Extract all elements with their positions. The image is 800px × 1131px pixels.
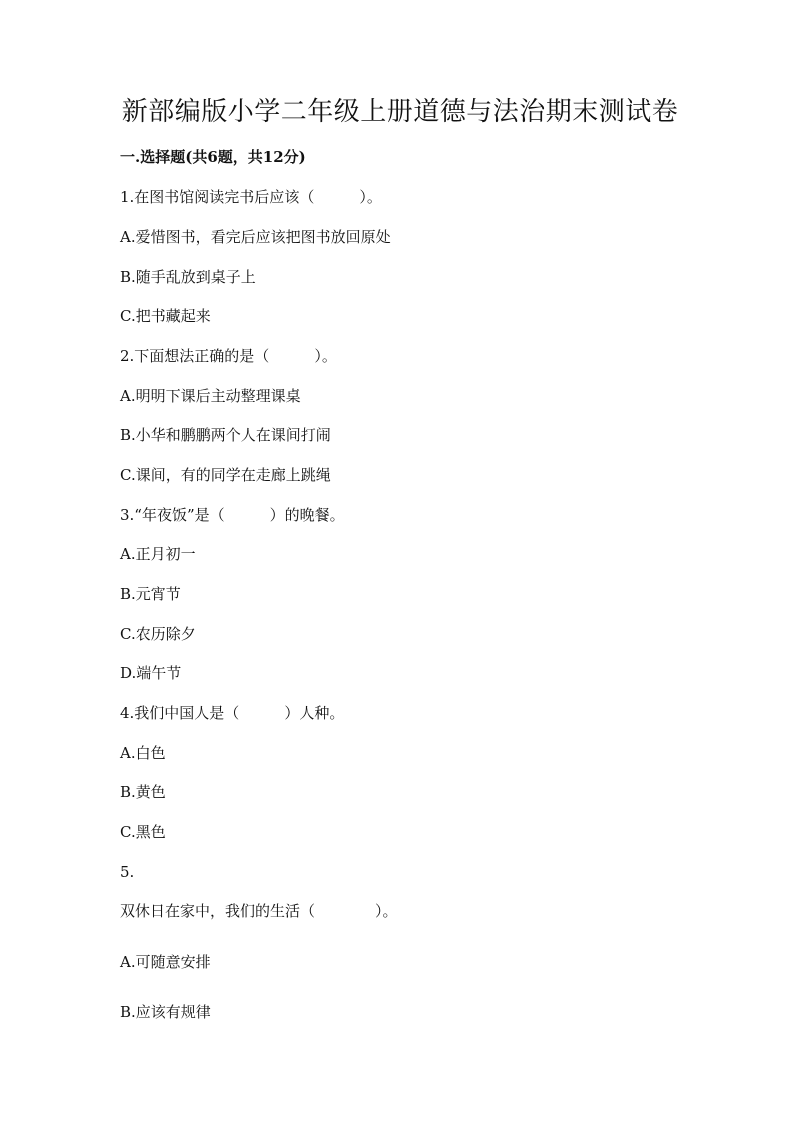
question-3-option-c[interactable]: C.农历除夕: [120, 625, 196, 643]
section-heading: 一.选择题(共6题，共12分): [120, 148, 306, 166]
question-4-option-c[interactable]: C.黑色: [120, 823, 166, 841]
question-1-stem: 1.在图书馆阅读完书后应该（ ）。: [120, 188, 382, 206]
question-2-option-b[interactable]: B.小华和鹏鹏两个人在课间打闹: [120, 426, 331, 444]
question-4-option-a[interactable]: A.白色: [120, 744, 166, 762]
question-5-number: 5.: [120, 863, 135, 881]
question-5-option-a[interactable]: A.可随意安排: [120, 953, 211, 971]
question-1-option-a[interactable]: A.爱惜图书，看完后应该把图书放回原处: [120, 228, 391, 246]
question-1-option-c[interactable]: C.把书藏起来: [120, 307, 211, 325]
question-2-option-c[interactable]: C.课间，有的同学在走廊上跳绳: [120, 466, 331, 484]
question-1-option-b[interactable]: B.随手乱放到桌子上: [120, 268, 256, 286]
question-5-option-b[interactable]: B.应该有规律: [120, 1003, 211, 1021]
question-3-option-a[interactable]: A.正月初一: [120, 545, 196, 563]
page-title: 新部编版小学二年级上册道德与法治期末测试卷: [121, 97, 679, 127]
question-3-option-b[interactable]: B.元宵节: [120, 585, 181, 603]
question-3-option-d[interactable]: D.端午节: [120, 664, 182, 682]
question-3-stem: 3.“年夜饭”是（ ）的晚餐。: [120, 506, 345, 524]
question-4-stem: 4.我们中国人是（ ）人种。: [120, 704, 345, 722]
question-2-option-a[interactable]: A.明明下课后主动整理课桌: [120, 387, 301, 405]
question-4-option-b[interactable]: B.黄色: [120, 783, 166, 801]
question-2-stem: 2.下面想法正确的是（ ）。: [120, 347, 337, 365]
question-5-stem: 双休日在家中，我们的生活（ ）。: [120, 902, 398, 920]
